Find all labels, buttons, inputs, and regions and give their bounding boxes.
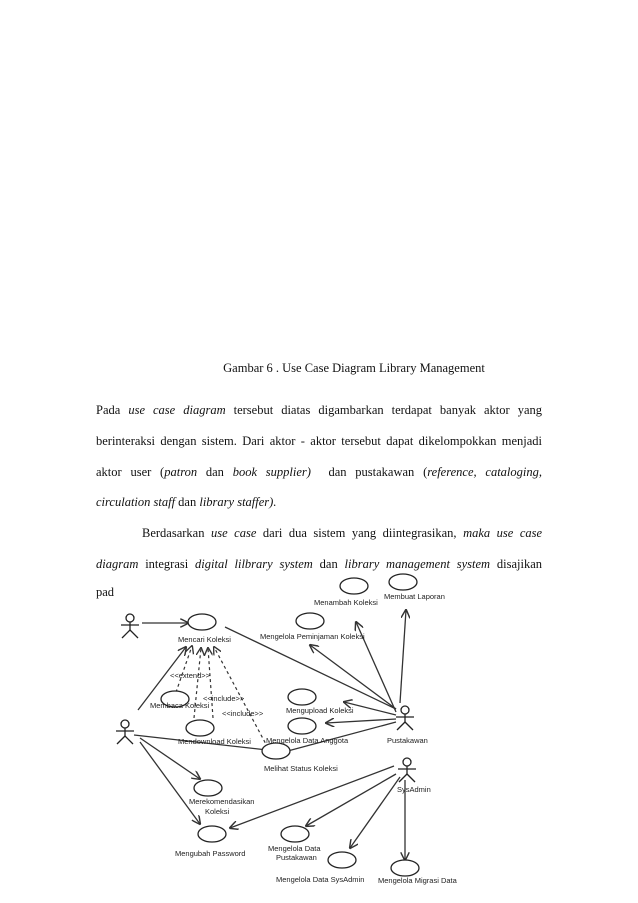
label-mengelola-data-anggota: Mengelola Data Anggota — [266, 736, 349, 745]
use-case-mengelola-peminjaman — [296, 613, 324, 629]
paragraph-1-line-4: circulation staff dan library staffer). — [96, 495, 277, 509]
label-extend: <<extend>> — [170, 671, 211, 680]
use-case-mengupload-koleksi — [288, 689, 316, 705]
label-menambah-koleksi: Menambah Koleksi — [314, 598, 378, 607]
use-case-mengubah-password — [198, 826, 226, 842]
paragraph-1-line-2: berinteraksi dengan sistem. Dari aktor - aktor tersebut dapat dikelompokkan menjadi — [96, 434, 542, 448]
label-mencari-koleksi: Mencari Koleksi — [178, 635, 231, 644]
label-mengelola-data-sysadmin: Mengelola Data SysAdmin — [276, 875, 365, 884]
actor-patron — [121, 614, 139, 638]
actor-label-sysadmin: SysAdmin — [397, 785, 431, 794]
label-merekomendasikan-2: Koleksi — [205, 807, 230, 816]
paragraph-2-line-3: pad — [96, 585, 115, 599]
use-case-diagram — [100, 570, 480, 890]
label-mendownload-koleksi: Mendownload Koleksi — [178, 737, 251, 746]
association-lines — [134, 610, 406, 860]
use-case-mengelola-data-sysadmin — [328, 852, 356, 868]
figure-caption: Gambar 6 . Use Case Diagram Library Management — [223, 361, 485, 375]
paragraph-1-line-1: Pada use case diagram tersebut diatas digambarkan terdapat banyak aktor yang — [96, 403, 542, 417]
use-case-membuat-laporan — [389, 574, 417, 590]
actor-label-pustakawan: Pustakawan — [387, 736, 428, 745]
use-case-mengelola-data-anggota — [288, 718, 316, 734]
label-membaca-koleksi: Membaca Koleksi — [150, 701, 210, 710]
actor-pustakawan — [396, 706, 414, 730]
use-case-menambah-koleksi — [340, 578, 368, 594]
use-case-mengelola-data-pustakawan — [281, 826, 309, 842]
label-mengelola-data-pustakawan-1: Mengelola Data — [268, 844, 321, 853]
label-merekomendasikan-1: Merekomendasikan — [189, 797, 255, 806]
label-membuat-laporan: Membuat Laporan — [384, 592, 445, 601]
use-case-melihat-status-koleksi — [262, 743, 290, 759]
label-mengelola-migrasi-data: Mengelola Migrasi Data — [378, 876, 457, 885]
label-mengelola-peminjaman: Mengelola Peminjaman Koleksi — [260, 632, 365, 641]
label-include-1: <<include>> — [203, 694, 245, 703]
use-case-merekomendasikan-koleksi — [194, 780, 222, 796]
paragraph-2-line-2: diagram integrasi digital lilbrary system dan library management system disajikan — [96, 557, 543, 571]
paragraph-1-line-3: aktor user (patron dan book supplier) dan pustakawan (reference, cataloging, — [96, 465, 543, 479]
paragraph-2-line-1: Berdasarkan use case dari dua sistem yang diintegrasikan, maka use case — [142, 526, 543, 540]
use-case-mencari-koleksi — [188, 614, 216, 630]
label-mengelola-data-pustakawan-2: Pustakawan — [276, 853, 317, 862]
label-include-2: <<include>> — [222, 709, 264, 718]
use-case-mengelola-migrasi-data — [391, 860, 419, 876]
label-mengupload-koleksi: Mengupload Koleksi — [286, 706, 354, 715]
actor-user — [116, 720, 134, 744]
use-case-mendownload-koleksi — [186, 720, 214, 736]
label-melihat-status-koleksi: Melihat Status Koleksi — [264, 764, 338, 773]
label-mengubah-password: Mengubah Password — [175, 849, 246, 858]
actor-sysadmin — [398, 758, 416, 782]
